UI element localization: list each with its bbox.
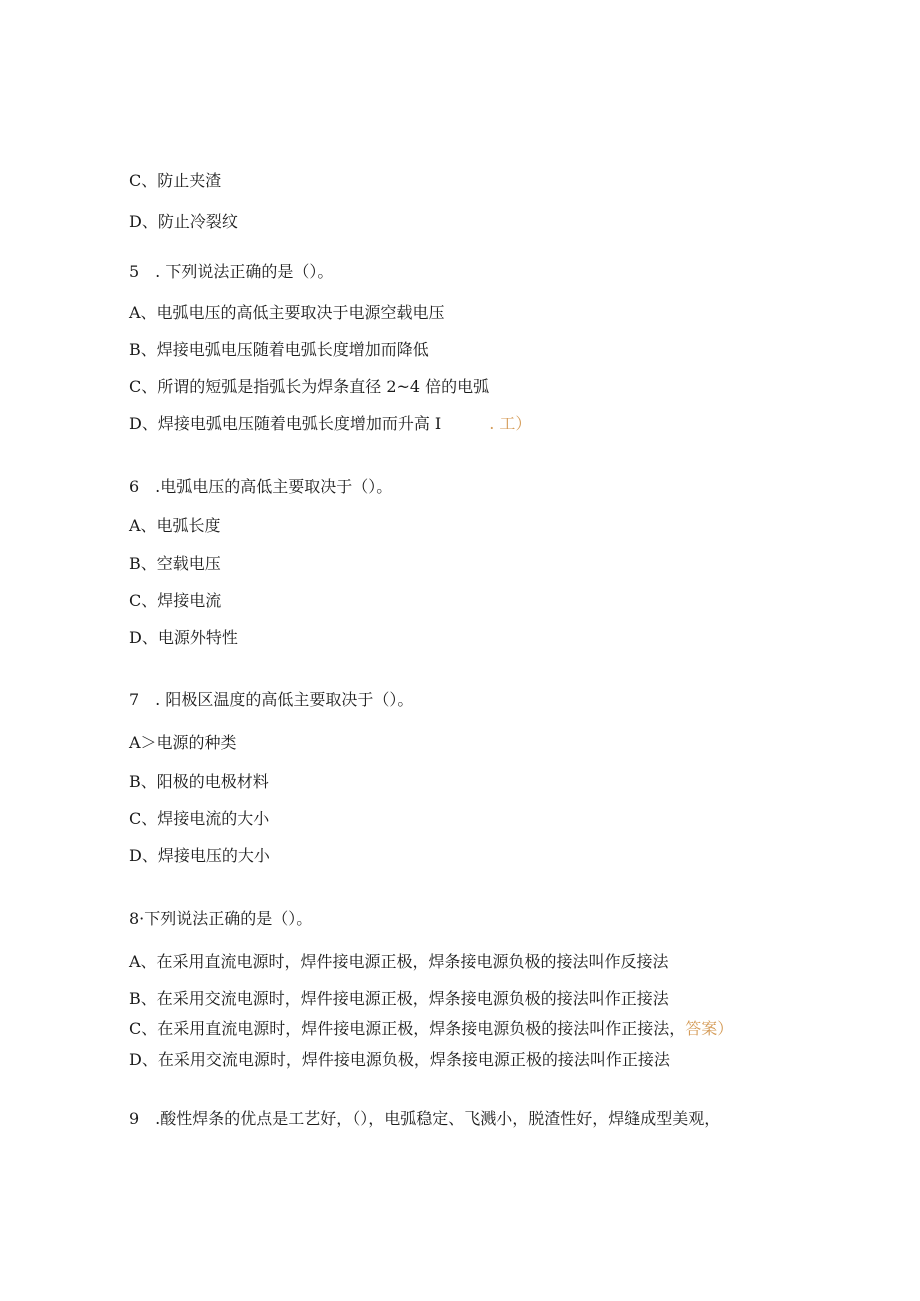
q6-option-b: B、空载电压: [129, 554, 221, 573]
q4-option-d: D、防止冷裂纹: [129, 212, 238, 231]
q7-option-d: D、焊接电压的大小: [129, 846, 270, 865]
q7-option-c: C、焊接电流的大小: [129, 809, 270, 828]
q7-option-a: A＞电源的种类: [129, 733, 237, 752]
q5-option-d: [129, 414, 531, 434]
q8-option-b: B、在采用交流电源时，焊件接电源正极，焊条接电源负极的接法叫作正接法: [129, 989, 669, 1008]
q8-option-a: A、在采用直流电源时，焊件接电源正极，焊条接电源负极的接法叫作反接法: [129, 952, 669, 971]
q8-option-c-text: C、在采用直流电源时，焊件接电源正极，焊条接电源负极的接法叫作正接法，: [129, 1019, 686, 1038]
q5-option-c: C、所谓的短弧是指弧长为焊条直径 2~4 倍的电弧: [129, 377, 490, 396]
q6-option-d: D、电源外特性: [129, 628, 238, 647]
q6-stem: 6 .电弧电压的高低主要取决于（）。: [129, 477, 393, 496]
q7-stem: 7 . 阳极区温度的高低主要取决于（）。: [129, 690, 414, 709]
q6-option-a: A、电弧长度: [129, 516, 221, 535]
q8-option-c: [129, 1019, 733, 1039]
q8-option-d: D、在采用交流电源时，焊件接电源负极，焊条接电源正极的接法叫作正接法: [129, 1050, 670, 1069]
q5-option-b: B、焊接电弧电压随着电弧长度增加而降低: [129, 340, 429, 359]
q5-stem: 5 . 下列说法正确的是（）。: [129, 262, 334, 281]
q6-option-c: C、焊接电流: [129, 591, 222, 610]
q7-option-b: B、阳极的电极材料: [129, 772, 269, 791]
q5-option-d-annotation: . 工）: [489, 414, 532, 433]
q9-stem: 9 .酸性焊条的优点是工艺好，（），电弧稳定、飞溅小，脱渣性好，焊缝成型美观，: [129, 1109, 721, 1128]
q4-option-c: C、防止夹渣: [129, 171, 222, 190]
q8-stem: 8·下列说法正确的是（）。: [129, 909, 313, 928]
q8-option-c-annotation: 答案）: [685, 1019, 734, 1038]
q5-option-d-text: D、焊接电弧电压随着电弧长度增加而升高 I: [129, 414, 442, 433]
q5-option-a: A、电弧电压的高低主要取决于电源空载电压: [129, 303, 445, 322]
